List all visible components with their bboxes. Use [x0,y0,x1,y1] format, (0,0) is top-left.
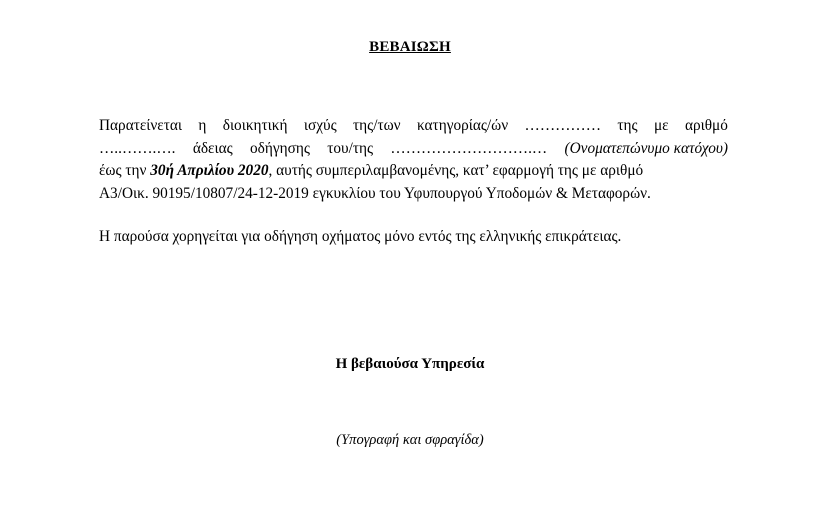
paragraph-validity-scope: Η παρούσα χορηγείται για οδήγηση οχήματος μόνο εντός της ελληνικής επικράτειας. [99,228,622,245]
paragraph-line-2 [99,138,728,161]
word: κατηγορίας/ών [416,117,509,134]
paragraph-line-1 [99,115,728,138]
holder-name-blank: ……………………….… [390,139,548,157]
text-post: , αυτής συμπεριλαμβανομένης, κατ’ εφαρμογή της με αριθμό [268,162,644,179]
holder-name-hint: (Ονοματεπώνυμο κατόχου) [564,139,728,157]
document-title: ΒΕΒΑΙΩΣΗ [369,39,451,55]
word: άδειας [192,139,233,157]
word: ισχύς [303,117,337,134]
paragraph-line-3 [99,160,728,183]
word: με [653,117,669,134]
word: της [617,117,638,134]
text-segment [99,160,643,183]
word: του/της [327,139,374,157]
word: διοικητική [222,117,288,134]
word: οδήγησης [249,139,310,157]
word: η [198,117,207,134]
word: της/των [353,117,401,134]
license-number-blank: …..…….…. [99,139,176,157]
issuing-service: Η βεβαιούσα Υπηρεσία [335,356,485,372]
word: αριθμό [684,117,728,134]
circular-reference: Α3/Οικ. 90195/10807/24-12-2019 εγκυκλίου του Υφυπουργού Υποδομών & Μεταφορών. [99,184,651,202]
text-pre: έως την [99,162,151,179]
signature-note: (Υπογραφή και σφραγίδα) [336,432,484,448]
category-blank: …………… [524,117,602,134]
paragraph-line-4 [99,183,728,206]
expiry-date: 30ή Απριλίου 2020 [150,162,269,179]
word: Παρατείνεται [99,117,183,134]
paragraph-extension [99,115,728,205]
